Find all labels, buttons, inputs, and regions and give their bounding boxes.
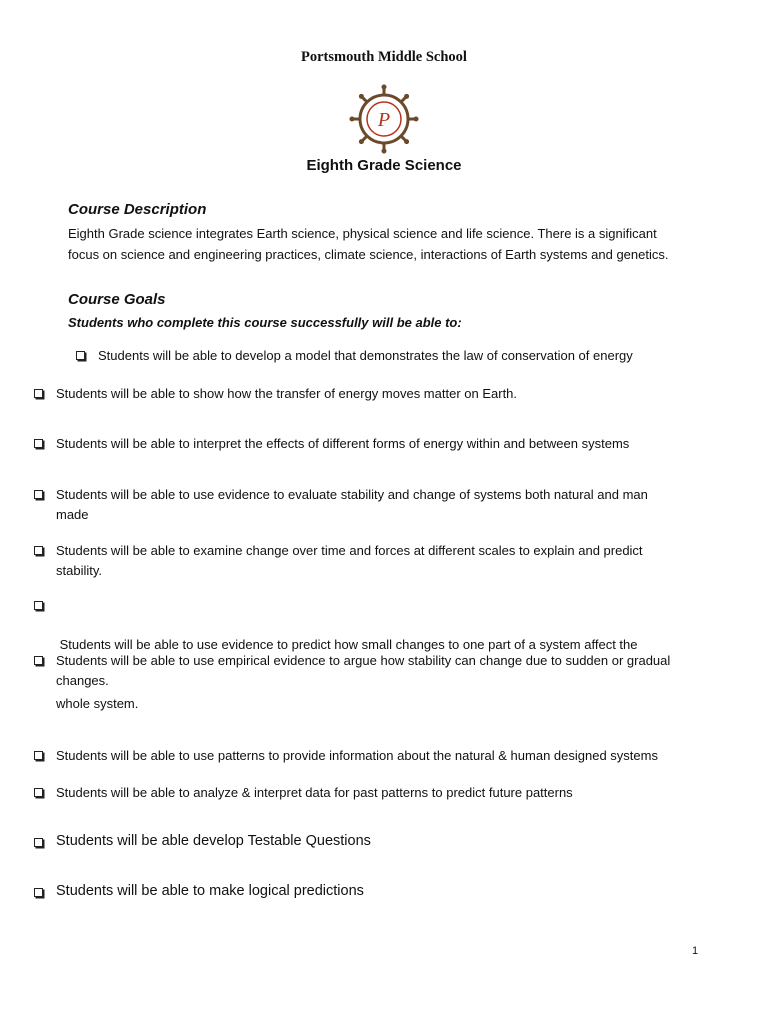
checkbox-icon: [34, 751, 43, 760]
goal-line: Students will be able to make logical predictions: [56, 883, 364, 899]
checkbox-icon: [34, 788, 43, 797]
course-goals-subheading: Students who complete this course successfully will be able to:: [68, 315, 462, 330]
logo-letter: P: [377, 109, 391, 131]
course-goals-heading: Course Goals: [68, 291, 166, 308]
course-title: Eighth Grade Science: [306, 157, 462, 174]
goal-item: [98, 346, 633, 366]
checkbox-icon: [34, 490, 43, 499]
course-description-heading: Course Description: [68, 201, 207, 218]
goal-item: [56, 746, 658, 766]
page-number: 1: [692, 945, 699, 957]
goal-line: made: [56, 506, 89, 522]
goal-line: Students will be able to develop a model that demonstrates the law of conservation of energy: [98, 348, 633, 363]
checkbox-icon: [34, 439, 43, 448]
checkbox-icon: [34, 838, 43, 847]
course-description-line-2: focus on science and engineering practices, climate science, interactions of Earth systems and genetics.: [68, 247, 669, 262]
goal-line: Students will be able to interpret the effects of different forms of energy within and between systems: [56, 436, 630, 451]
goal-item: [56, 651, 670, 690]
goal-line: Students will be able to use evidence to evaluate stability and change of systems both natural and man: [56, 487, 648, 502]
checkbox-icon: [34, 546, 43, 555]
goal-line: Students will be able to use patterns to provide information about the natural & human designed systems: [56, 748, 658, 763]
goal-line: changes.: [56, 672, 109, 688]
checkbox-icon: [34, 888, 43, 897]
goal-item: [56, 541, 643, 580]
goal-item: [56, 485, 648, 524]
goal-line: Students will be able to examine change over time and forces at different scales to explain and predict: [56, 543, 643, 558]
checkbox-icon: [34, 389, 43, 398]
goal-line: whole system.: [56, 695, 139, 711]
school-name: Portsmouth Middle School: [301, 49, 467, 65]
checkbox-icon: [34, 656, 43, 665]
goal-line: Students will be able to show how the transfer of energy moves matter on Earth.: [56, 386, 518, 401]
goal-line: Students will be able develop Testable Questions: [56, 833, 371, 849]
course-description-line-1: Eighth Grade science integrates Earth science, physical science and life science. There is a significant: [68, 226, 657, 241]
ship-wheel-logo: [349, 84, 419, 154]
goal-item: [56, 434, 629, 454]
checkbox-icon: [76, 351, 85, 360]
goal-item: [56, 384, 517, 404]
goal-line: Students will be able to use empirical evidence to argue how stability can change due to sudden or gradual: [56, 653, 671, 668]
goal-line: Students will be able to analyze & interpret data for past patterns to predict future patterns: [56, 785, 573, 800]
checkbox-icon: [34, 601, 43, 610]
goal-item: [56, 882, 364, 902]
goal-item: [56, 832, 371, 852]
goal-line: stability.: [56, 562, 102, 578]
goal-line: Students will be able to use evidence to predict how small changes to one part of a system affect the: [56, 637, 638, 652]
goal-item: [56, 783, 573, 803]
